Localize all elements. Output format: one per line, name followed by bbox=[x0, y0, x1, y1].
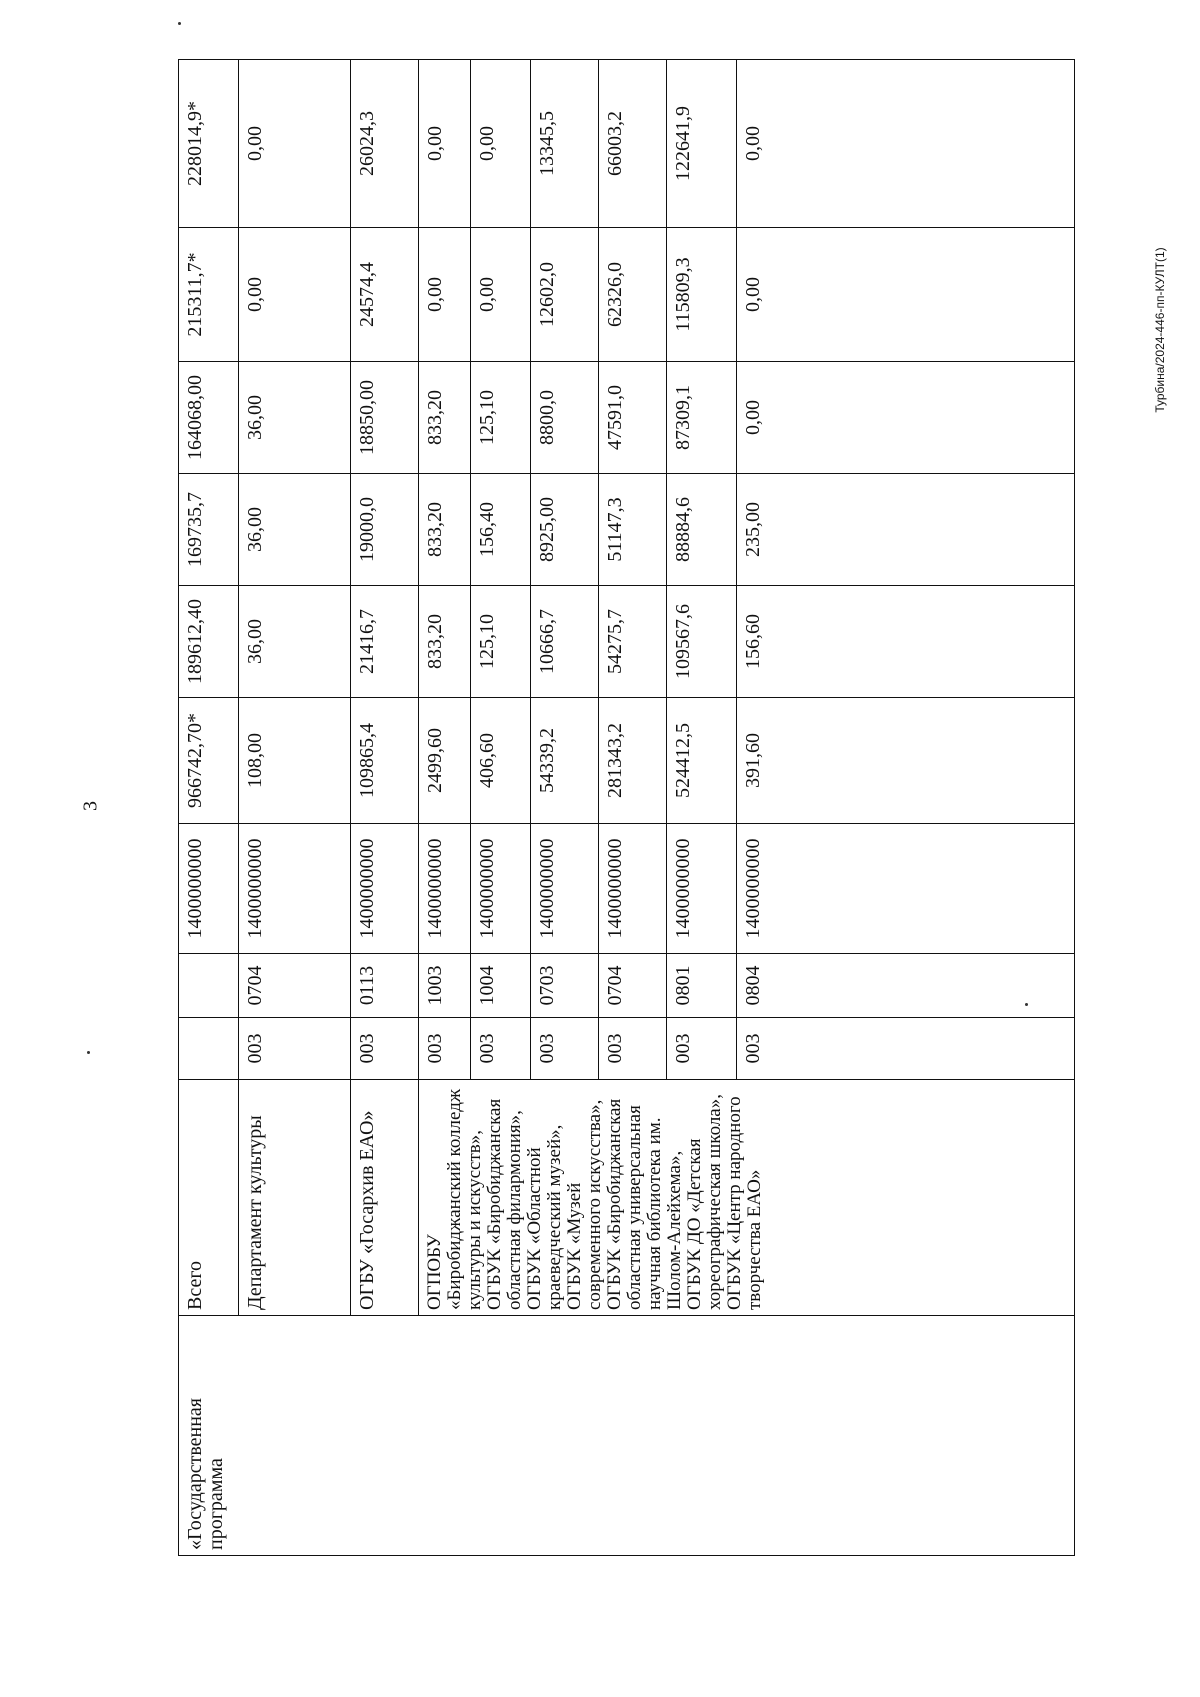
value-cell: 8925,00 bbox=[531, 474, 599, 586]
value-cell: 47591,0 bbox=[599, 362, 667, 474]
grbs-cell: 003 bbox=[471, 1018, 531, 1080]
cs-cell: 1400000000 bbox=[531, 824, 599, 954]
value-cell: 215311,7* bbox=[179, 228, 239, 362]
table-row bbox=[179, 60, 239, 1556]
value-cell: 0,00 bbox=[737, 362, 1075, 474]
rz-cell: 0704 bbox=[599, 954, 667, 1018]
cs-cell: 1400000000 bbox=[737, 824, 1075, 954]
value-cell: 966742,70* bbox=[179, 698, 239, 824]
value-cell: 108,00 bbox=[239, 698, 351, 824]
value-cell: 0,00 bbox=[419, 60, 471, 228]
scan-speck bbox=[87, 1051, 90, 1054]
value-cell: 54339,2 bbox=[531, 698, 599, 824]
rz-cell: 0703 bbox=[531, 954, 599, 1018]
grbs-cell: 003 bbox=[737, 1018, 1075, 1080]
value-cell: 0,00 bbox=[419, 228, 471, 362]
value-cell: 88884,6 bbox=[667, 474, 737, 586]
value-cell: 164068,00 bbox=[179, 362, 239, 474]
value-cell: 36,00 bbox=[239, 362, 351, 474]
value-cell: 0,00 bbox=[471, 60, 531, 228]
value-cell: 12602,0 bbox=[531, 228, 599, 362]
value-cell: 0,00 bbox=[239, 60, 351, 228]
value-cell: 87309,1 bbox=[667, 362, 737, 474]
value-cell: 0,00 bbox=[471, 228, 531, 362]
value-cell: 406,60 bbox=[471, 698, 531, 824]
value-cell: 10666,7 bbox=[531, 586, 599, 698]
cs-cell: 1400000000 bbox=[599, 824, 667, 954]
rz-cell: 1004 bbox=[471, 954, 531, 1018]
document-footer: Турбина/2024-446-пп-КУЛТ(1) bbox=[1153, 247, 1167, 413]
value-cell: 235,00 bbox=[737, 474, 1075, 586]
value-cell: 18850,00 bbox=[351, 362, 419, 474]
value-cell: 169735,7 bbox=[179, 474, 239, 586]
rz-cell: 0113 bbox=[351, 954, 419, 1018]
cs-cell: 1400000000 bbox=[179, 824, 239, 954]
value-cell: 833,20 bbox=[419, 362, 471, 474]
value-cell: 13345,5 bbox=[531, 60, 599, 228]
value-cell: 228014,9* bbox=[179, 60, 239, 228]
grbs-cell: 003 bbox=[419, 1018, 471, 1080]
value-cell: 189612,40 bbox=[179, 586, 239, 698]
value-cell: 0,00 bbox=[737, 60, 1075, 228]
rz-cell bbox=[179, 954, 239, 1018]
value-cell: 281343,2 bbox=[599, 698, 667, 824]
value-cell: 109567,6 bbox=[667, 586, 737, 698]
value-cell: 122641,9 bbox=[667, 60, 737, 228]
rz-cell: 0801 bbox=[667, 954, 737, 1018]
value-cell: 156,40 bbox=[471, 474, 531, 586]
grbs-cell: 003 bbox=[531, 1018, 599, 1080]
value-cell: 125,10 bbox=[471, 586, 531, 698]
value-cell: 51147,3 bbox=[599, 474, 667, 586]
row-name: Департамент культуры bbox=[239, 1080, 351, 1316]
value-cell: 109865,4 bbox=[351, 698, 419, 824]
value-cell: 21416,7 bbox=[351, 586, 419, 698]
rz-cell: 0804 bbox=[737, 954, 1075, 1018]
grbs-cell: 003 bbox=[351, 1018, 419, 1080]
value-cell: 0,00 bbox=[239, 228, 351, 362]
cs-cell: 1400000000 bbox=[239, 824, 351, 954]
institutions-cell: ОГПОБУ «Биробиджанский колледж культуры и искусств», ОГБУК «Биробиджанская областная филармония», ОГБУК «Областной краеведческий музей», ОГБУК «Музей современного искусства», ОГБУК «Биробиджанская областная универсальная научная библиотека им. Шолом-Алейхема», ОГБУК ДО «Детская хореографическая школа», ОГБУК «Центр народного творчества ЕАО» bbox=[419, 1080, 1075, 1316]
value-cell: 36,00 bbox=[239, 586, 351, 698]
cs-cell: 1400000000 bbox=[471, 824, 531, 954]
value-cell: 125,10 bbox=[471, 362, 531, 474]
value-cell: 156,60 bbox=[737, 586, 1075, 698]
value-cell: 19000,0 bbox=[351, 474, 419, 586]
rz-cell: 0704 bbox=[239, 954, 351, 1018]
value-cell: 36,00 bbox=[239, 474, 351, 586]
grbs-cell: 003 bbox=[239, 1018, 351, 1080]
grbs-cell bbox=[179, 1018, 239, 1080]
row-name: ОГБУ «Госархив ЕАО» bbox=[351, 1080, 419, 1316]
rotated-table-container bbox=[178, 60, 1074, 1556]
row-name: Всего bbox=[179, 1080, 239, 1316]
value-cell: 2499,60 bbox=[419, 698, 471, 824]
value-cell: 66003,2 bbox=[599, 60, 667, 228]
budget-table bbox=[178, 59, 1075, 1556]
cs-cell: 1400000000 bbox=[351, 824, 419, 954]
program-cell: «Государственная программа bbox=[179, 1316, 1075, 1556]
value-cell: 391,60 bbox=[737, 698, 1075, 824]
value-cell: 54275,7 bbox=[599, 586, 667, 698]
value-cell: 833,20 bbox=[419, 586, 471, 698]
value-cell: 0,00 bbox=[737, 228, 1075, 362]
rz-cell: 1003 bbox=[419, 954, 471, 1018]
page-number: 3 bbox=[79, 801, 102, 811]
cs-cell: 1400000000 bbox=[419, 824, 471, 954]
cs-cell: 1400000000 bbox=[667, 824, 737, 954]
scan-speck bbox=[178, 22, 181, 25]
value-cell: 24574,4 bbox=[351, 228, 419, 362]
value-cell: 62326,0 bbox=[599, 228, 667, 362]
grbs-cell: 003 bbox=[599, 1018, 667, 1080]
value-cell: 833,20 bbox=[419, 474, 471, 586]
value-cell: 524412,5 bbox=[667, 698, 737, 824]
grbs-cell: 003 bbox=[667, 1018, 737, 1080]
value-cell: 8800,0 bbox=[531, 362, 599, 474]
value-cell: 26024,3 bbox=[351, 60, 419, 228]
value-cell: 115809,3 bbox=[667, 228, 737, 362]
